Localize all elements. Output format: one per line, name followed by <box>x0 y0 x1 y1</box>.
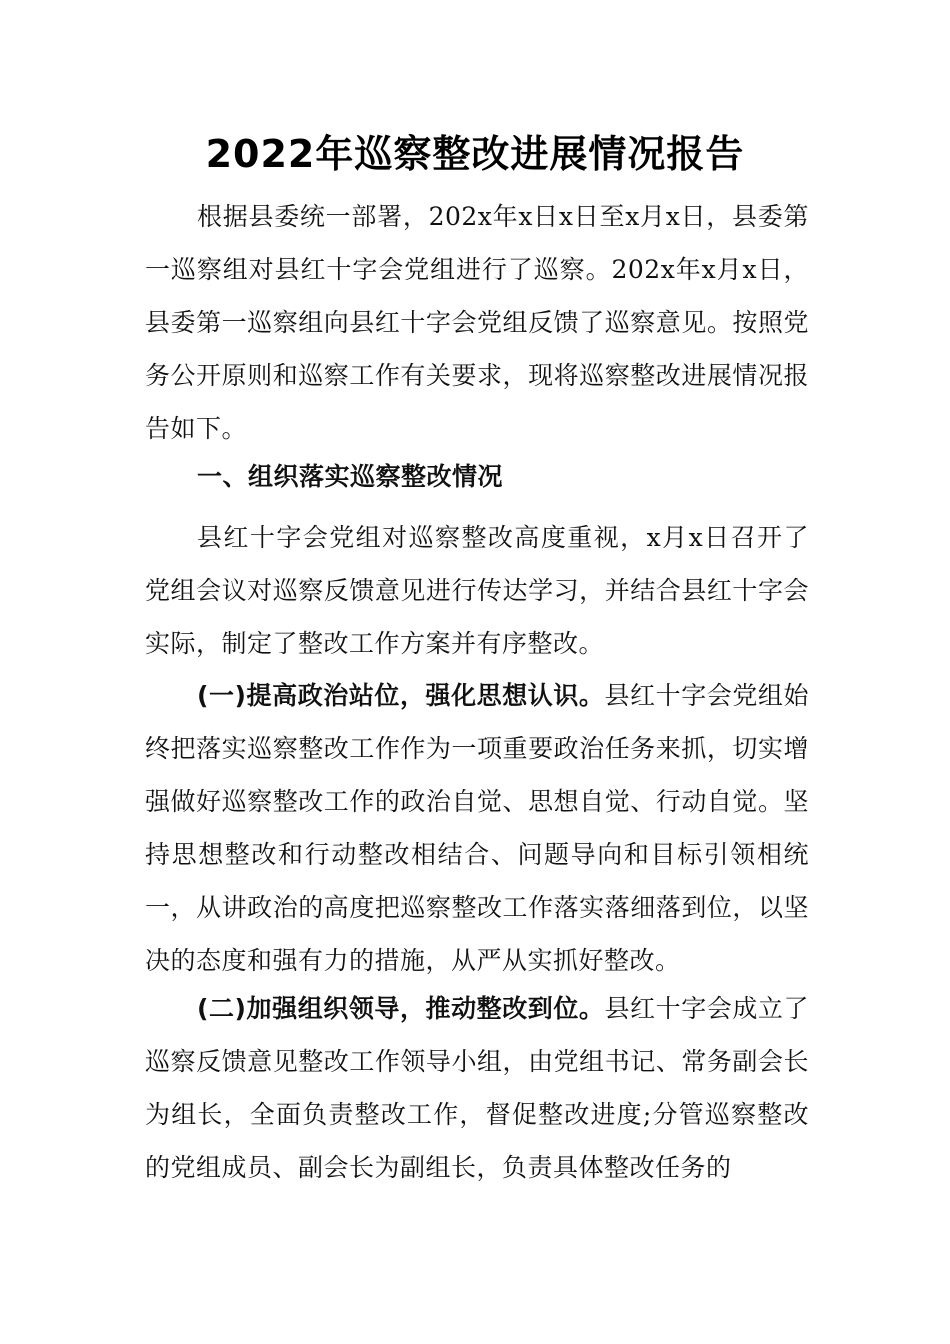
section1-paragraph: 县红十字会党组对巡察整改高度重视，x月x日召开了党组会议对巡察反馈意见进行传达学习，并结合县红十字会实际，制定了整改工作方案并有序整改。 <box>145 523 809 658</box>
item1-block <box>145 669 809 987</box>
intro-paragraph-block <box>145 190 809 455</box>
intro-paragraph: 根据县委统一部署，202x年x日x日至x月x日，县委第一巡察组对县红十字会党组进行了巡察。202x年x月x日，县委第一巡察组向县红十字会党组反馈了巡察意见。按照党务公开原则和巡察工作有关要求，现将巡察整改进展情况报告如下。 <box>145 202 809 443</box>
item2-paragraph <box>145 982 809 1194</box>
item1-lead: (一)提高政治站位，强化思想认识。 <box>197 681 605 710</box>
item2-text: 县红十字会成立了巡察反馈意见整改工作领导小组，由党组书记、常务副会长为组长，全面负责整改工作，督促整改进度;分管巡察整改的党组成员、副会长为副组长，负责具体整改任务的 <box>145 994 809 1182</box>
item2-block <box>145 982 809 1194</box>
section1-paragraph-block <box>145 511 809 670</box>
item2-lead: (二)加强组织领导，推动整改到位。 <box>197 994 605 1023</box>
document-title: 2022年巡察整改进展情况报告 <box>205 132 745 176</box>
item1-text: 县红十字会党组始终把落实巡察整改工作作为一项重要政治任务来抓，切实增强做好巡察整改工作的政治自觉、思想自觉、行动自觉。坚持思想整改和行动整改相结合、问题导向和目标引领相统一，从讲政治的高度把巡察整改工作落实落细落到位，以坚决的态度和强有力的措施，从严从实抓好整改。 <box>145 681 809 975</box>
section1-heading: 一、组织落实巡察整改情况 <box>197 462 504 491</box>
item1-paragraph <box>145 669 809 987</box>
section1-heading-block <box>145 450 809 503</box>
